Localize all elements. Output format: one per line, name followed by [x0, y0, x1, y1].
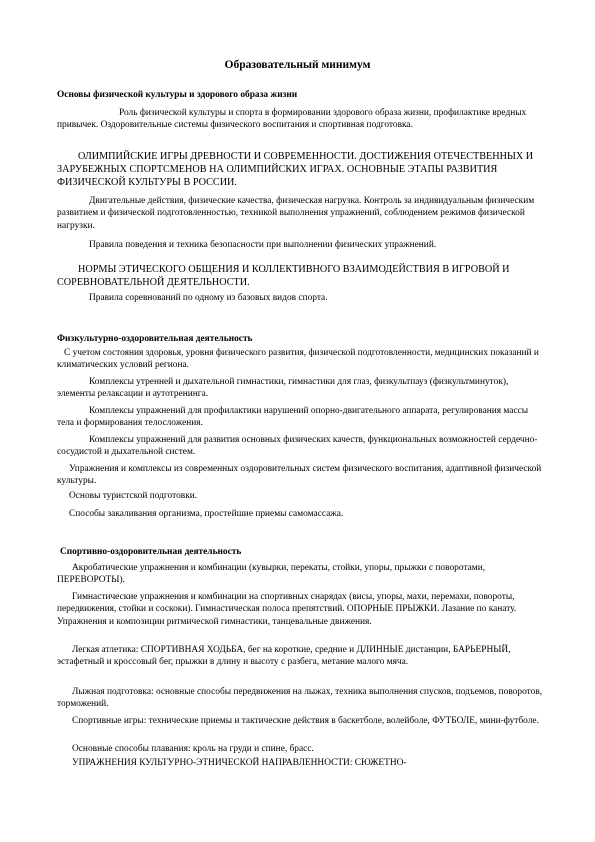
paragraph: Комплексы упражнений для профилактики нарушений опорно-двигательного аппарата, регулирования массы тела и формирования телосложения.: [57, 406, 529, 429]
paragraph: Основные способы плавания: кроль на груди и спине, брасс.: [72, 744, 314, 754]
section-heading-fitness-basics: Основы физической культуры и здорового образа жизни: [57, 90, 298, 100]
paragraph: Основы туристской подготовки.: [69, 491, 198, 501]
paragraph: Правила поведения и техника безопасности при выполнении физических упражнений.: [89, 240, 437, 250]
paragraph: Легкая атлетика: СПОРТИВНАЯ ХОДЬБА, бег на короткие, средние и ДЛИННЫЕ дистанции, БАРЬЕРНЫЙ, эстафетный и кроссовый бег, прыжки в длину и высоту с разбега, метание малого мяча.: [57, 645, 511, 668]
paragraph: Двигательные действия, физические качества, физическая нагрузка. Контроль за индивидуальным физическим развитием и физической подготовленностью, техникой выполнения упражнений, соблюдением режимов физической нагрузки.: [57, 196, 535, 231]
page-title: Образовательный минимум: [224, 59, 371, 71]
paragraph: Правила соревнований по одному из базовых видов спорта.: [89, 293, 328, 303]
paragraph: Акробатические упражнения и комбинации (кувырки, перекаты, стойки, упоры, прыжки с поворотами, ПЕРЕВОРОТЫ).: [57, 563, 486, 586]
section-heading-sports-activity: Спортивно-оздоровительная деятельность: [60, 547, 242, 557]
paragraph: ОЛИМПИЙСКИЕ ИГРЫ ДРЕВНОСТИ И СОВРЕМЕННОСТИ. ДОСТИЖЕНИЯ ОТЕЧЕСТВЕННЫХ И ЗАРУБЕЖНЫХ СПОРТСМЕНОВ НА ОЛИМПИЙСКИХ ИГРАХ. ОСНОВНЫЕ ЭТАПЫ РАЗВИТИЯ ФИЗИЧЕСКОЙ КУЛЬТУРЫ В РОССИИ.: [57, 151, 534, 189]
paragraph: Упражнения и комплексы из современных оздоровительных систем физического воспитания, адаптивной физической культуры.: [57, 464, 542, 487]
paragraph: НОРМЫ ЭТИЧЕСКОГО ОБЩЕНИЯ И КОЛЛЕКТИВНОГО ВЗАИМОДЕЙСТВИЯ В ИГРОВОЙ И СОРЕВНОВАТЕЛЬНОЙ ДЕЯТЕЛЬНОСТИ.: [57, 264, 510, 289]
paragraph: Комплексы упражнений для развития основных физических качеств, функциональных возможностей сердечно-сосудистой и дыхательной систем.: [57, 435, 538, 458]
paragraph: Способы закаливания организма, простейшие приемы самомассажа.: [69, 509, 344, 519]
paragraph: Спортивные игры: технические приемы и тактические действия в баскетболе, волейболе, ФУТБОЛЕ, мини-футболе.: [72, 716, 539, 726]
paragraph: Комплексы утренней и дыхательной гимнастики, гимнастики для глаз, физкультпауз (физкультминуток), элементы релаксации и аутотренинга.: [57, 377, 509, 400]
section-heading-health-activity: Физкультурно-оздоровительная деятельность: [57, 334, 253, 344]
paragraph: Лыжная подготовка: основные способы передвижения на лыжах, техника выполнения спусков, подъемов, поворотов, торможений.: [57, 687, 543, 710]
paragraph: Роль физической культуры и спорта в формировании здорового образа жизни, профилактике вредных привычек. Оздоровительные системы физического воспитания и спортивная подготовка.: [57, 108, 527, 131]
paragraph: УПРАЖНЕНИЯ КУЛЬТУРНО-ЭТНИЧЕСКОЙ НАПРАВЛЕННОСТИ: СЮЖЕТНО-: [72, 758, 407, 768]
paragraph: Гимнастические упражнения и комбинации на спортивных снарядах (висы, упоры, махи, перемахи, повороты, передвижения, стойки и соскоки). Гимнастическая полоса препятствий. ОПОРНЫЕ ПРЫЖКИ. Лазание по канату. Упражнения и композиции ритмической гимнастики, танцевальные движения.: [57, 592, 517, 627]
paragraph: С учетом состояния здоровья, уровня физического развития, физической подготовленности, медицинских показаний и климатических условий региона.: [57, 348, 539, 371]
